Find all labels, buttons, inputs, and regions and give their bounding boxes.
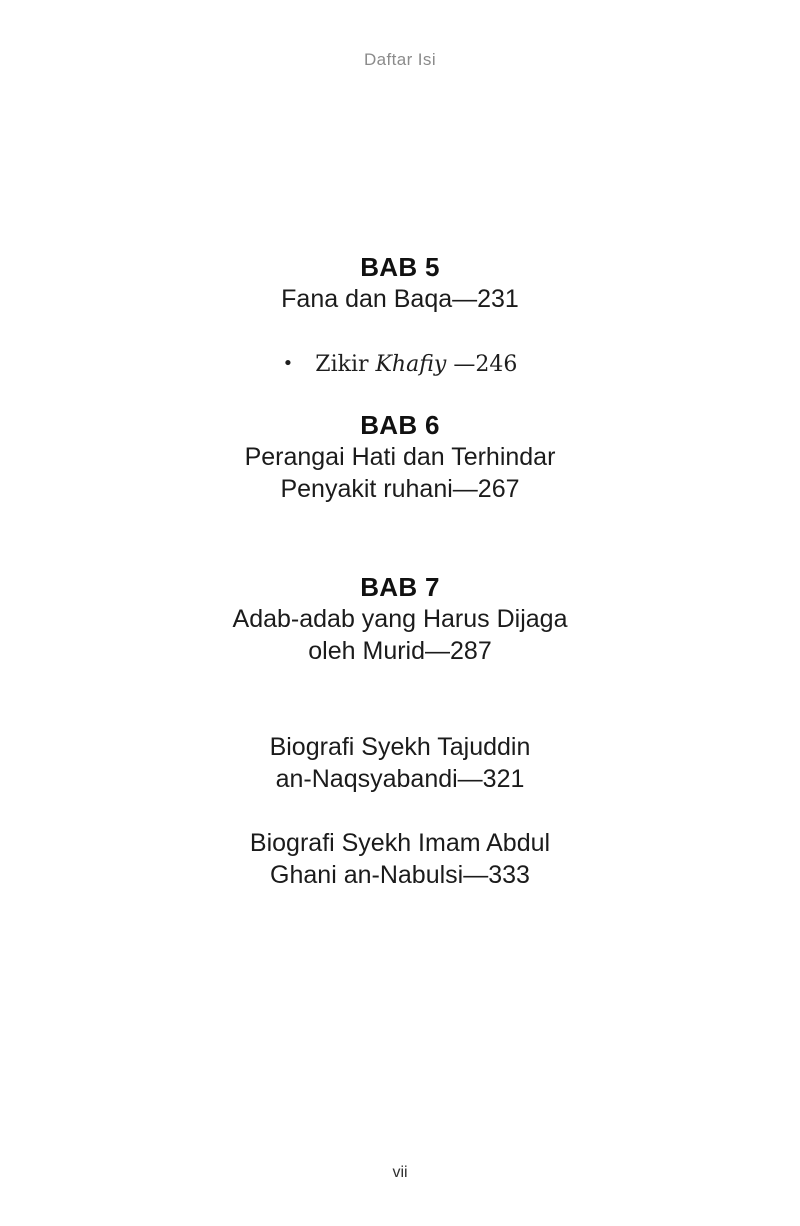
backmatter-title-line: an-Naqsyabandi—321 [275, 765, 525, 793]
chapter-title-line: Penyakit ruhani—267 [280, 475, 520, 503]
chapter-title-line: oleh Murid—287 [308, 637, 492, 665]
chapter-heading: BAB 7 [360, 572, 440, 602]
sub-item-italic-text: Khafiy [375, 352, 447, 377]
sub-item-page-ref: —246 [446, 352, 518, 377]
chapter-entry-bab6 [0, 409, 800, 505]
chapter-heading: BAB 5 [360, 252, 440, 282]
chapter-title-line: Fana dan Baqa—231 [281, 285, 519, 313]
chapter-heading: BAB 6 [360, 410, 440, 440]
sub-item-text: Zikir [315, 352, 376, 377]
toc-sub-item [0, 349, 800, 380]
running-header: Daftar Isi [363, 50, 437, 69]
backmatter-entry-tajuddin [0, 731, 800, 795]
chapter-entry-bab5 [0, 251, 800, 315]
chapter-title-line: Adab-adab yang Harus Dijaga [232, 605, 568, 633]
backmatter-title-line: Biografi Syekh Tajuddin [269, 733, 531, 761]
bullet-icon: • [282, 353, 294, 374]
backmatter-title-line: Biografi Syekh Imam Abdul [249, 829, 551, 857]
backmatter-entry-nabulsi [0, 827, 800, 891]
page-number: vii [392, 1164, 408, 1181]
chapter-title-line: Perangai Hati dan Terhindar [244, 443, 556, 471]
chapter-entry-bab7 [0, 571, 800, 667]
backmatter-title-line: Ghani an-Nabulsi—333 [270, 861, 530, 889]
